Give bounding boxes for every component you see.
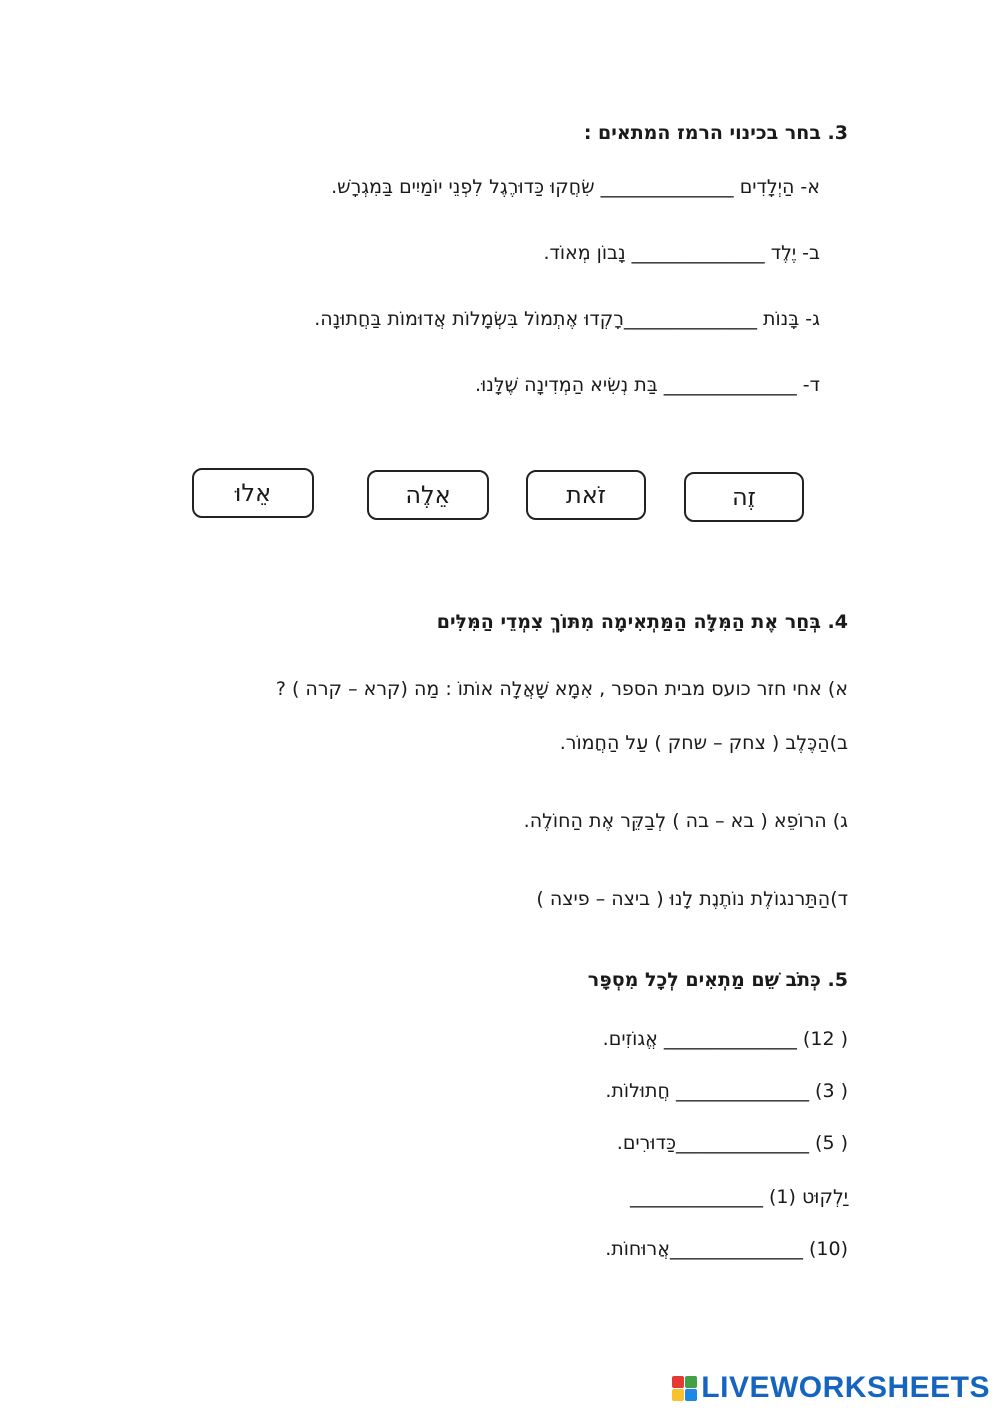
section-3-item-b: ב- יֶלֶד ______________ נָבוֹן מְאוֹד. [543, 242, 820, 264]
word-bank-option-4[interactable]: אֵלוּ [192, 468, 314, 518]
section-5-item-2: ( 3) ______________ חֲתוּלוֹת. [605, 1080, 848, 1102]
section-5-item-5: (10) ______________אֲרוּחוֹת. [605, 1238, 848, 1260]
section-5-item-4: יַלְקוּט (1) ______________ [629, 1186, 848, 1208]
section-3-heading: 3. בחר בכינוי הרמז המתאים : [583, 122, 848, 144]
section-3-item-a: א- הַיְלָדִים ______________ שִׂחֲקוּ כַּדוּרֶגֶל לִפְנֵי יוֹמַיִים בַּמִגְרָשׁ. [331, 176, 820, 198]
section-4-item-d: ד)הַתַּרנגוֹלֶת נוֹתֶנֶת לָנוּ ( ביצה – פיצה ) [536, 888, 848, 910]
word-bank-option-3[interactable]: אֵלֶה [367, 470, 489, 520]
section-5-item-1: ( 12) ______________ אֱגוֹזִים. [602, 1028, 848, 1050]
section-4-item-a: א) אחי חזר כועס מבית הספר , אִמָא שָׁאֲלָה אוֹתוֹ : מַה (קרא – קרה ) ? [275, 678, 848, 700]
liveworksheets-logo [672, 1371, 990, 1405]
word-bank-option-2[interactable]: זֹאת [526, 470, 646, 520]
section-5-item-3: ( 5) ______________כַּדוּרִים. [616, 1132, 848, 1154]
liveworksheets-logo-icon [672, 1376, 697, 1401]
word-bank-option-1[interactable]: זֶה [684, 472, 804, 522]
section-4-item-b: ב)הַכֶּלֶב ( צחק – שחק ) עַל הַחֲמוֹר. [559, 732, 848, 754]
section-3-item-d: ד- ______________ בַּת נְשִׂיא הַמְדִינָה שֶׁלָּנוּ. [475, 374, 820, 396]
section-4-heading: 4. בְּחַר אֶת הַמִּלָּה הַמַּתְאִימָה מִתּוֹךְ צִמְדֵי הַמִּלִּים [436, 611, 848, 633]
section-3-item-c: ג- בָּנוֹת ______________רָקְדוּ אֶתְמוֹל בִּשְׂמָלוֹת אֲדוּמוֹת בַּחֲתוּנָה. [314, 308, 820, 330]
logo-text: LIVEWORKSHEETS [701, 1371, 990, 1404]
section-4-item-c: ג) הרוֹפֵא ( בא – בה ) לְבַקֵּר אֶת הַחוֹלֶה. [523, 810, 848, 832]
section-5-heading: 5. כְּתֹב שֵׁם מַתְאִים לְכָל מִסְפָּר [587, 969, 848, 991]
